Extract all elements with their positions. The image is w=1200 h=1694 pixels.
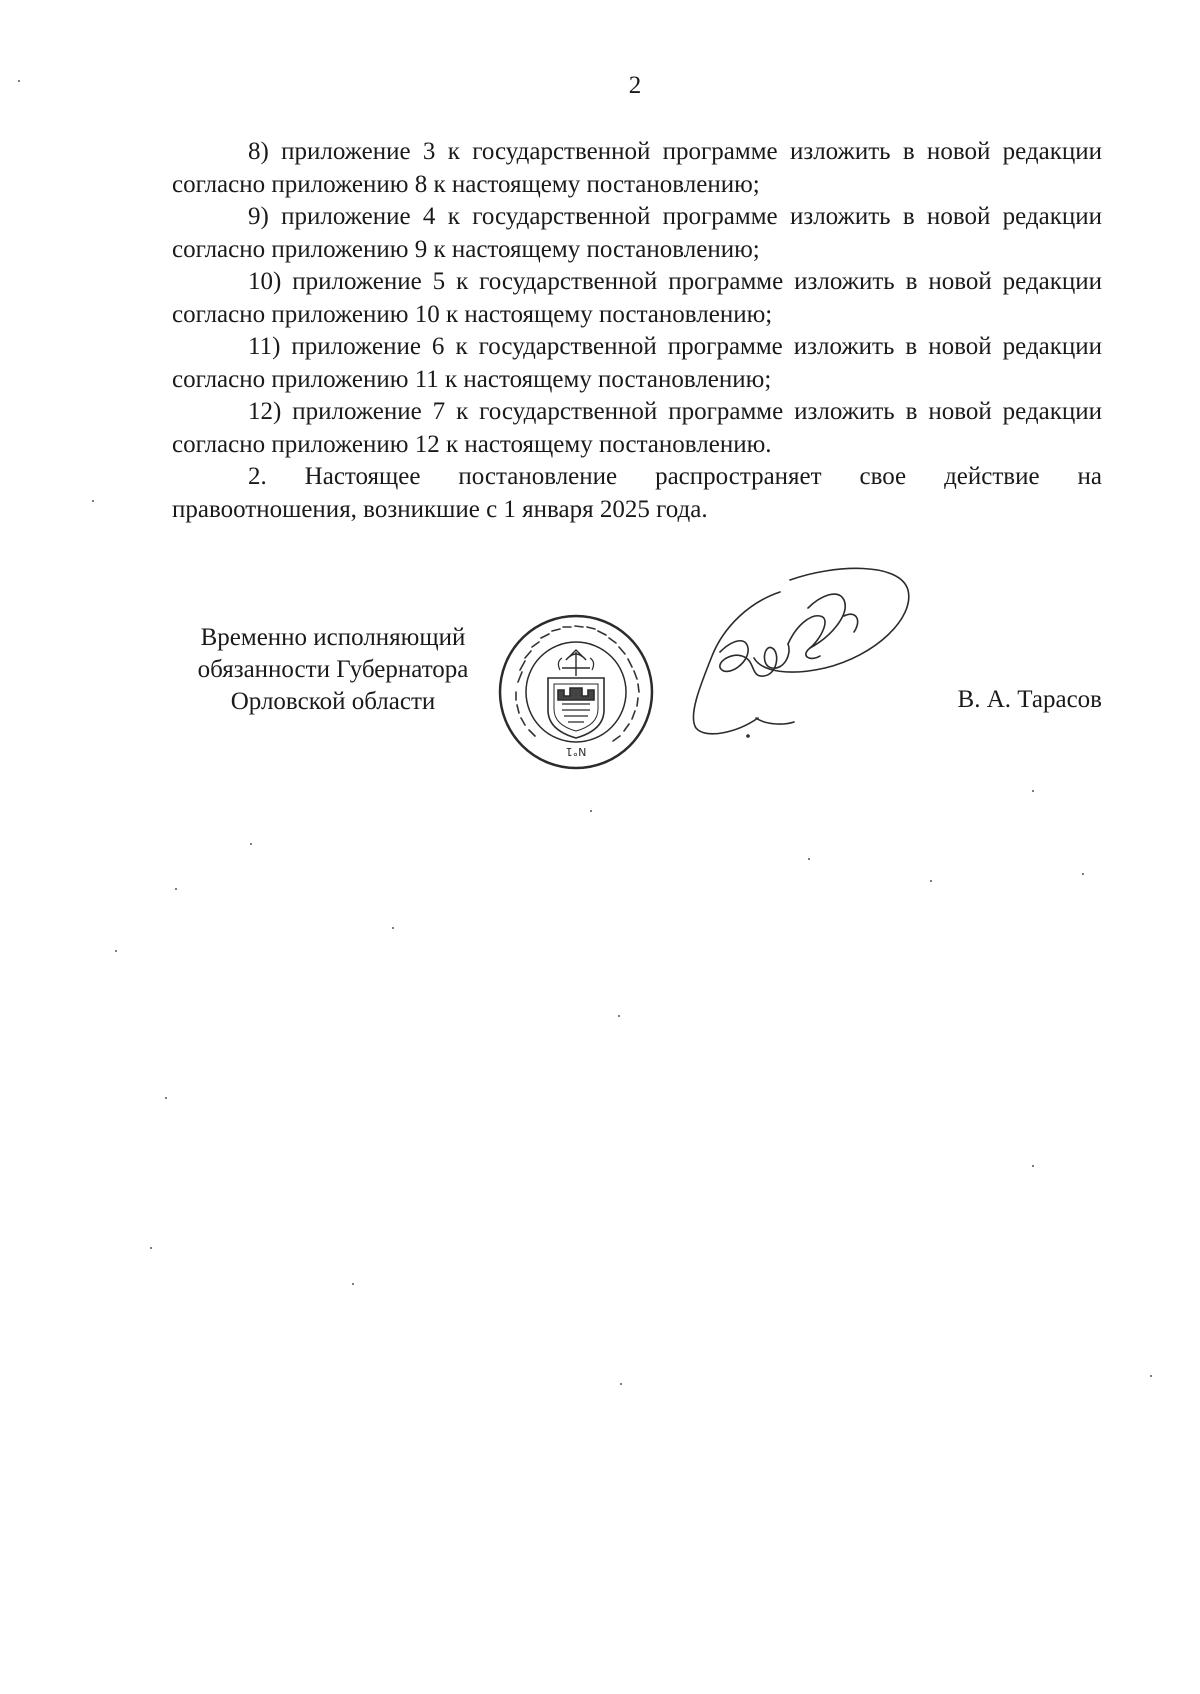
document-body bbox=[172, 136, 1102, 526]
handwritten-signature bbox=[660, 556, 920, 766]
signatory-title-line: обязанности Губернатора bbox=[197, 656, 469, 683]
paragraph-item-9: 9) приложение 4 к государственной программе изложить в новой редакции согласно приложению 9 к настоящему постановлению; bbox=[172, 203, 1102, 263]
paragraph-item-11: 11) приложение 6 к государственной программе изложить в новой редакции согласно приложению 11 к настоящему постановлению; bbox=[172, 333, 1102, 393]
paragraph-item-12: 12) приложение 7 к государственной программе изложить в новой редакции согласно приложению 12 к настоящему постановлению. bbox=[172, 398, 1102, 458]
paragraph-item-10: 10) приложение 5 к государственной программе изложить в новой редакции согласно приложению 10 к настоящему постановлению; bbox=[172, 268, 1102, 328]
paragraph-clause-2: 2. Настоящее постановление распространяет свое действие на правоотношения, возникшие с 1 января 2025 года. bbox=[172, 463, 1102, 523]
official-seal-stamp bbox=[496, 612, 656, 772]
signatory-title-line: Временно исполняющий bbox=[200, 624, 466, 651]
paragraph-item-8: 8) приложение 3 к государственной программе изложить в новой редакции согласно приложению 8 к настоящему постановлению; bbox=[172, 138, 1102, 198]
signatory-title bbox=[176, 622, 490, 718]
signatory-name: В. А. Тарасов bbox=[957, 686, 1102, 713]
page-number: 2 bbox=[628, 72, 642, 99]
svg-text:N°1: N°1 bbox=[565, 745, 587, 758]
signatory-title-line: Орловской области bbox=[230, 688, 436, 715]
